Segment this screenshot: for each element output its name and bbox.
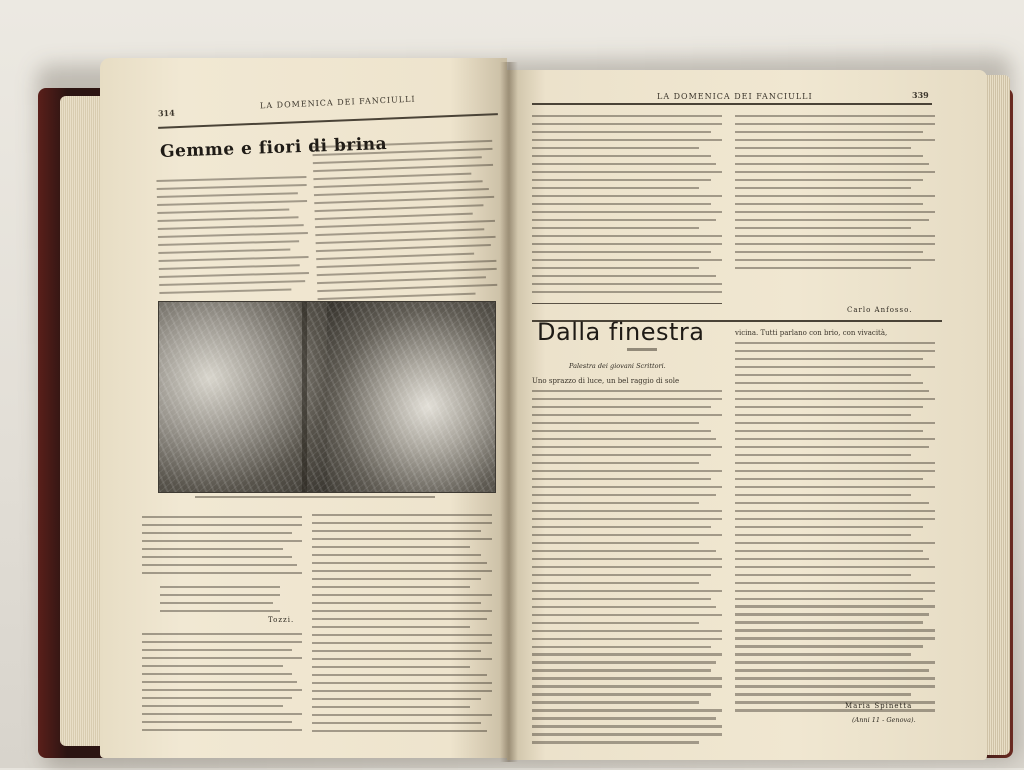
article1-signature: Carlo Anfosso. — [847, 306, 913, 314]
left-page — [100, 58, 507, 758]
left-running-header: LA DOMENICA DEI FANCIULLI — [259, 94, 416, 111]
right-page-number: 339 — [912, 90, 929, 100]
article-title: Gemme e fiori di brina — [159, 134, 388, 162]
title-ornament — [627, 348, 657, 351]
right-header-rule — [532, 103, 932, 105]
photo-caption — [195, 496, 435, 498]
article2-col2-first-line: vicina. Tutti parlano con brio, con vivacità, — [735, 329, 888, 337]
frost-photograph — [158, 301, 496, 493]
left-top-column-2 — [312, 140, 497, 306]
article2-first-line: Uno sprazzo di luce, un bel raggio di sole — [532, 377, 680, 385]
left-poem — [160, 586, 280, 618]
article2-title: Dalla finestra — [537, 318, 705, 346]
book-gutter — [500, 62, 518, 762]
left-page-number: 314 — [157, 107, 175, 119]
article2-author-note: (Anni 11 - Genova). — [852, 716, 916, 724]
article2-subtitle: Palestra dei giovani Scrittori. — [569, 362, 666, 370]
left-header-rule — [158, 113, 498, 129]
right-running-header: LA DOMENICA DEI FANCIULLI — [657, 92, 813, 101]
right-page — [507, 70, 987, 760]
right-top-column-1 — [532, 115, 722, 299]
article-separator-left — [532, 303, 722, 304]
left-signature: Tozzi. — [268, 616, 295, 624]
left-bottom-column-2 — [312, 514, 492, 738]
left-bottom-column-1b — [142, 633, 302, 737]
left-bottom-column-1 — [142, 516, 302, 580]
right-bottom-column-2 — [735, 342, 935, 717]
left-top-column-1 — [156, 176, 309, 300]
right-top-column-2 — [735, 115, 935, 275]
article2-author: Maria Spinetta — [845, 702, 913, 710]
right-bottom-column-1 — [532, 390, 722, 749]
